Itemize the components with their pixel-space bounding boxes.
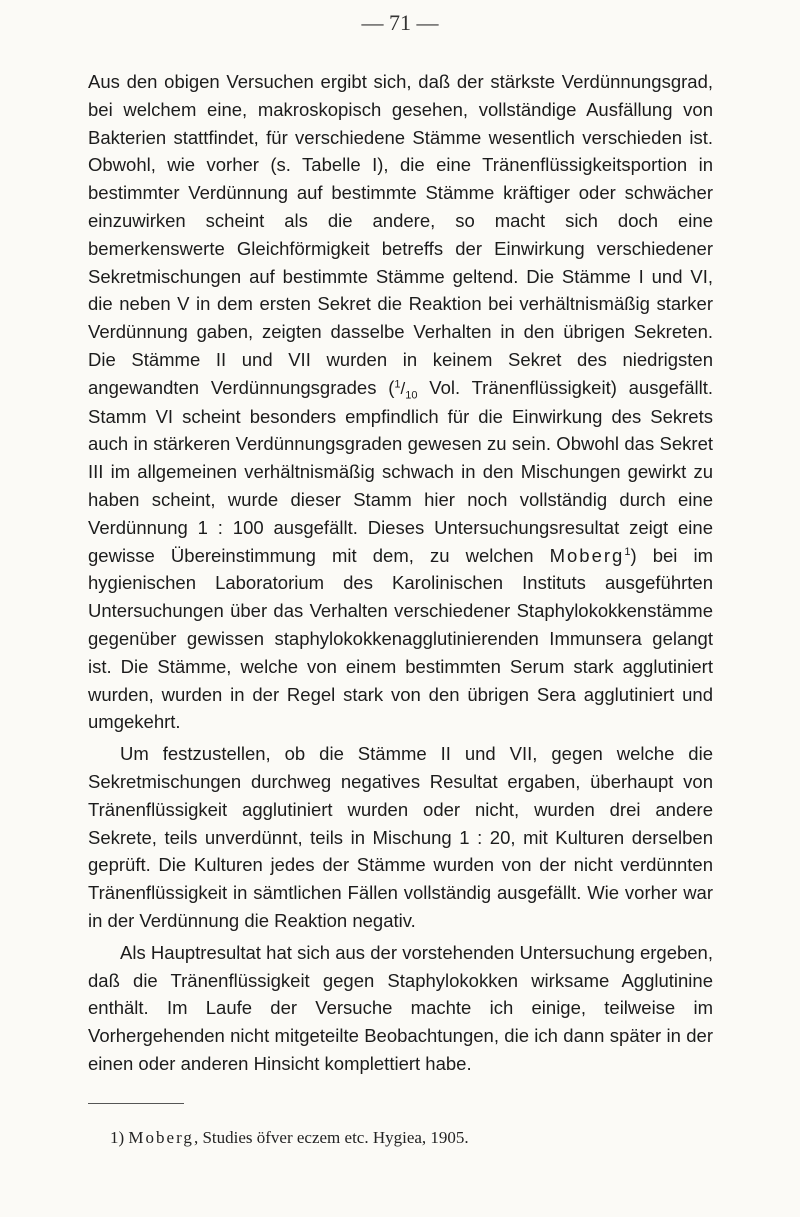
paragraph-1-part-b: Vol. Tränenflüssigkeit) ausgefällt. Stamm VI scheint besonders empfindlich für die Einwirkung des Sekrets auch in stärkeren Verdünnungsgraden gewesen zu sein. Obwohl das Sekret III im allgemeinen verhältnismäßig schwach in den Mischungen gewirkt zu haben scheint, wurde dieser Stamm hier noch vollständig durch eine Verdünnung 1 : 100 ausgefällt. Dieses Untersuchungsresultat zeigt eine gewisse Übereinstimmung mit dem, zu welchen xyxy=(88,376,713,566)
paragraph-1-part-c: ) bei im hygienischen Laboratorium des Karolinischen Instituts ausgeführten Untersuchungen über das Verhalten verschiedener Staphylokokkenstämme gegenüber gewissen staphylokokkenagglutinierenden Immunsera gelangt ist. Die Stämme, welche von einem bestimmten Serum stark agglutiniert wurden, wurden in der Regel stark von den übrigen Sera agglutiniert und umgekehrt. xyxy=(88,544,713,733)
paragraph-1-part-a: Aus den obigen Versuchen ergibt sich, daß der stärkste Verdünnungsgrad, bei welchem eine, makroskopisch gesehen, vollständige Ausfällung von Bakterien stattfindet, für verschiedene Stämme wesentlich verschieden ist. Obwohl, wie vorher (s. Tabelle I), die eine Tränenflüssigkeitsportion in bestimmter Verdünnung auf bestimmte Stämme kräftiger oder schwächer einzuwirken scheint als die andere, so macht sich doch eine bemerkenswerte Gleichförmigkeit betreffs der Einwirkung verschiedener Sekretmischungen auf bestimmte Stämme geltend. Die Stämme I und VI, die neben V in dem ersten Sekret die Reaktion bei verhältnismäßig starker Verdünnung gaben, zeigten dasselbe Verhalten in den übrigen Sekreten. Die Stämme II und VII wurden in keinem Sekret des niedrigsten angewandten Verdünnungsgrades ( xyxy=(88,71,713,398)
body-text xyxy=(88,68,713,1078)
author-name: Moberg xyxy=(549,544,625,566)
paragraph-3: Als Hauptresultat hat sich aus der vorstehenden Untersuchung ergeben, daß die Tränenflüssigkeit gegen Staphylokokken wirksame Agglutinine enthält. Im Laufe der Versuche machte ich einige, teilweise im Vorhergehenden nicht mitgeteilte Beobachtungen, die ich dann später in der einen oder anderen Hinsicht komplettiert habe. xyxy=(88,941,713,1074)
fraction-denominator: 10 xyxy=(405,389,418,402)
footnote-author: Moberg xyxy=(128,1128,194,1147)
fraction: $^1/_{10}$ xyxy=(394,378,418,402)
footnote-text: , Studies öfver eczem etc. Hygiea, 1905. xyxy=(193,1128,469,1147)
paragraph-2: Um festzustellen, ob die Stämme II und VII, gegen welche die Sekretmischungen durchweg negatives Resultat ergaben, überhaupt von Tränenflüssigkeit agglutiniert wurden oder nicht, wurden drei andere Sekrete, teils unverdünnt, teils in Mischung 1 : 20, mit Kulturen derselben geprüft. Die Kulturen jedes der Stämme wurden von der nicht verdünnten Tränenflüssigkeit in sämtlichen Fällen vollständig ausgefällt. Wie vorher war in der Verdünnung die Reaktion negativ. xyxy=(88,743,713,931)
footnote xyxy=(110,1128,710,1148)
paragraph-1 xyxy=(88,68,713,736)
fraction-numerator: 1 xyxy=(394,378,401,391)
footnote-divider xyxy=(88,1103,184,1104)
page-number: — 71 — xyxy=(361,10,439,35)
footnote-reference: 1 xyxy=(624,545,631,558)
footnote-mark: 1) xyxy=(110,1128,125,1147)
